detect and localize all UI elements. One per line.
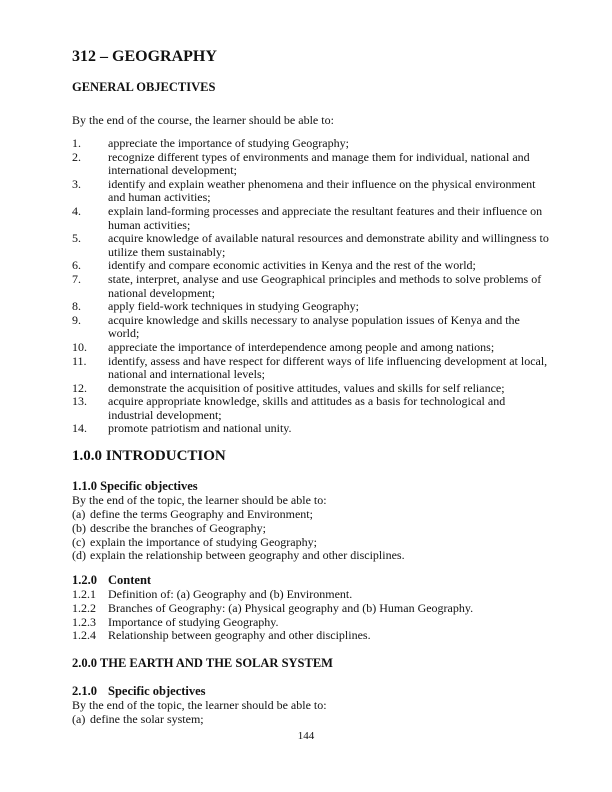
list-item-number: 10. [72, 339, 87, 354]
list-item-number: 1.2.2 [72, 600, 96, 615]
list-item-number: (a) [72, 507, 86, 521]
list-item-text: identify, assess and have respect for different ways of life influencing development at local, national and international levels; [108, 353, 548, 382]
list-item-number: 2. [72, 149, 81, 164]
list-item [72, 137, 552, 151]
list-item-text: recognize different types of environments and manage them for individual, national and international development; [108, 149, 530, 178]
list-item-text: demonstrate the acquisition of positive attitudes, values and skills for self reliance; [108, 380, 505, 395]
specific-objectives-list [72, 508, 552, 563]
list-item-number: 14. [72, 421, 87, 436]
list-item [72, 588, 552, 602]
specific-objectives-heading: 1.1.0 Specific objectives [72, 479, 198, 493]
list-item-text: explain the importance of studying Geography; [90, 534, 317, 549]
list-item-number: (d) [72, 548, 86, 563]
content-heading-number: 1.2.0 [72, 573, 97, 587]
list-item-text: identify and explain weather phenomena and their influence on the physical environment and human activities; [108, 176, 536, 205]
list-item-text: identify and compare economic activities in Kenya and the rest of the world; [108, 258, 476, 273]
list-item-number: 1. [72, 136, 81, 150]
list-item [72, 341, 552, 355]
list-item-text: acquire knowledge of available natural resources and demonstrate ability and willingness to utilize them sustainably; [108, 231, 549, 259]
general-objectives-heading: GENERAL OBJECTIVES [72, 80, 216, 94]
list-item [72, 422, 552, 436]
list-item-number: (c) [72, 534, 86, 549]
list-item-text: define the solar system; [90, 712, 204, 726]
list-item-text: state, interpret, analyse and use Geographical principles and methods to solve problems of national development; [108, 271, 542, 300]
list-item [72, 314, 552, 341]
list-item-number: 3. [72, 176, 81, 191]
list-item [72, 382, 552, 396]
list-item-text: Definition of: (a) Geography and (b) Environment. [108, 587, 353, 601]
list-item-text: explain land-forming processes and appreciate the resultant features and their influence on human activities; [108, 203, 543, 232]
list-item-text: promote patriotism and national unity. [108, 421, 292, 436]
list-item [72, 522, 552, 536]
list-item [72, 508, 552, 522]
earth-specific-number: 2.1.0 [72, 684, 97, 698]
list-item-number: 1.2.1 [72, 587, 96, 601]
list-item-text: define the terms Geography and Environment; [90, 507, 313, 521]
list-item [72, 355, 552, 382]
content-heading [72, 574, 552, 588]
list-item-text: acquire knowledge and skills necessary to analyse population issues of Kenya and the world; [108, 312, 520, 341]
list-item [72, 205, 552, 232]
list-item-number: 13. [72, 394, 87, 409]
list-item [72, 232, 552, 259]
list-item-number: 6. [72, 258, 81, 273]
list-item-text: Branches of Geography: (a) Physical geography and (b) Human Geography. [108, 600, 474, 615]
list-item-number: 1.2.4 [72, 628, 96, 643]
list-item-number: 7. [72, 271, 81, 286]
list-item-text: Importance of studying Geography. [108, 614, 279, 629]
list-item-text: explain the relationship between geography and other disciplines. [90, 548, 405, 563]
list-item [72, 616, 552, 630]
content-list [72, 588, 552, 643]
list-item-text: apply field-work techniques in studying Geography; [108, 299, 359, 314]
earth-specific-label: Specific objectives [108, 684, 206, 698]
content-heading-label: Content [108, 573, 152, 587]
list-item [72, 395, 552, 422]
list-item-number: 4. [72, 203, 81, 218]
list-item-text: appreciate the importance of studying Geography; [108, 136, 349, 150]
page-number: 144 [297, 730, 315, 742]
list-item-text: appreciate the importance of interdependence among people and among nations; [108, 339, 495, 354]
list-item [72, 536, 552, 550]
list-item [72, 178, 552, 205]
list-item-text: Relationship between geography and other disciplines. [108, 628, 371, 643]
list-item-number: 11. [72, 353, 87, 368]
list-item [72, 273, 552, 300]
specific-objectives-intro: By the end of the topic, the learner should be able to: [72, 493, 327, 507]
list-item-number: 1.2.3 [72, 614, 96, 629]
list-item-number: 8. [72, 299, 81, 314]
list-item [72, 151, 552, 178]
list-item-number: 9. [72, 312, 81, 327]
general-objectives-list [72, 137, 552, 436]
list-item-number: 12. [72, 380, 87, 395]
earth-heading: 2.0.0 THE EARTH AND THE SOLAR SYSTEM [72, 656, 333, 670]
page-title: 312 – GEOGRAPHY [72, 48, 217, 65]
list-item-number: (a) [72, 712, 86, 726]
list-item [72, 549, 552, 563]
list-item-number: (b) [72, 520, 86, 535]
list-item-text: acquire appropriate knowledge, skills and attitudes as a basis for technological and industrial development; [108, 394, 506, 422]
earth-specific-list [72, 713, 552, 727]
introduction-heading: 1.0.0 INTRODUCTION [72, 448, 226, 464]
list-item [72, 602, 552, 616]
list-item [72, 300, 552, 314]
list-item [72, 259, 552, 273]
list-item-text: describe the branches of Geography; [90, 520, 266, 535]
general-objectives-intro: By the end of the course, the learner should be able to: [72, 113, 334, 127]
earth-specific-intro: By the end of the topic, the learner should be able to: [72, 698, 327, 712]
list-item [72, 629, 552, 643]
list-item [72, 713, 552, 727]
earth-specific-heading [72, 685, 552, 699]
list-item-number: 5. [72, 231, 81, 246]
